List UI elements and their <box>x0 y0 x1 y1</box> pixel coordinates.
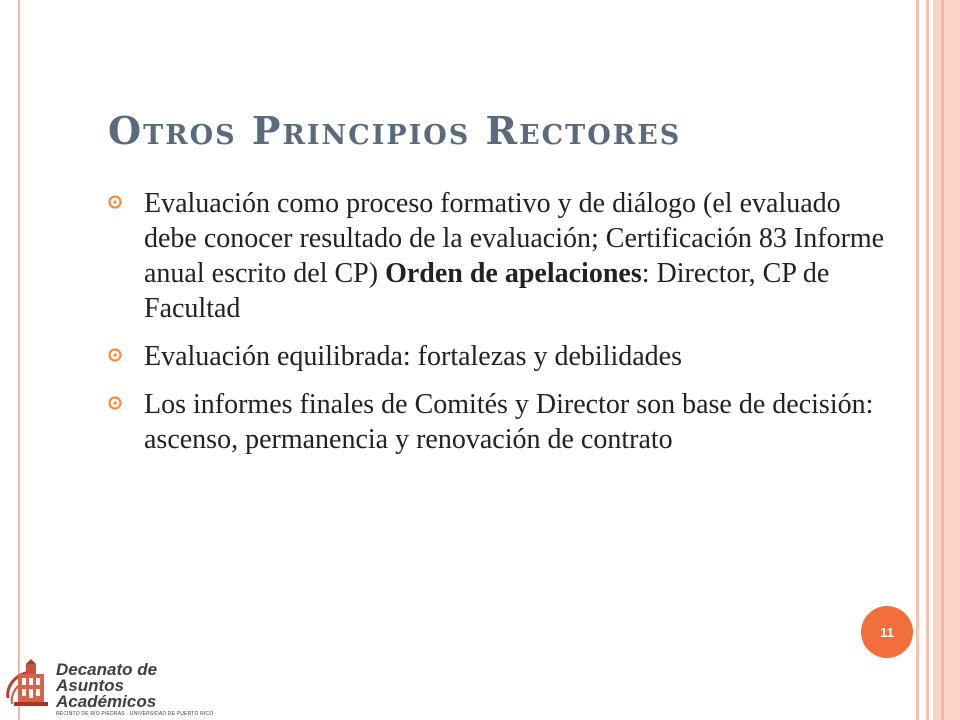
stripe-band <box>933 0 960 720</box>
slide-title: Otros Principios Rectores <box>108 108 682 153</box>
bullet-item <box>106 387 896 457</box>
bullet-icon <box>108 348 122 362</box>
page-number-badge: 11 <box>861 606 913 658</box>
institution-logo <box>4 658 214 716</box>
building-emblem-icon <box>4 658 60 716</box>
stripe-line <box>926 0 929 720</box>
bullet-text: Evaluación equilibrada: fortalezas y debilidades <box>144 341 683 372</box>
bullet-text: Evaluación como proceso formativo y de diálogo (el evaluado debe conocer resultado de la evaluación; Certificación 83 Informe anual escrito del CP) <box>144 188 885 289</box>
logo-line1: Decanato de <box>56 660 158 679</box>
right-decorative-stripes <box>916 0 960 720</box>
stripe-line <box>941 0 944 720</box>
bullet-list <box>106 186 896 470</box>
bullet-item <box>106 339 896 374</box>
bullet-item <box>106 186 896 326</box>
bullet-bold-text: Orden de apelaciones <box>385 258 642 289</box>
logo-line2: Asuntos Académicos <box>56 676 157 711</box>
logo-wordmark <box>56 662 214 718</box>
bullet-text: Los informes finales de Comités y Director son base de decisión: ascenso, permanencia y renovación de contrato <box>144 389 874 455</box>
bullet-icon <box>108 396 122 410</box>
bullet-icon <box>108 195 122 209</box>
logo-subtitle: RECINTO DE RÍO PIEDRAS · UNIVERSIDAD DE PUERTO RICO <box>56 711 214 717</box>
stripe-line <box>916 0 919 720</box>
left-decorative-rule <box>18 0 20 720</box>
bullet-text-after: : Director, CP de Facultad <box>144 258 830 324</box>
